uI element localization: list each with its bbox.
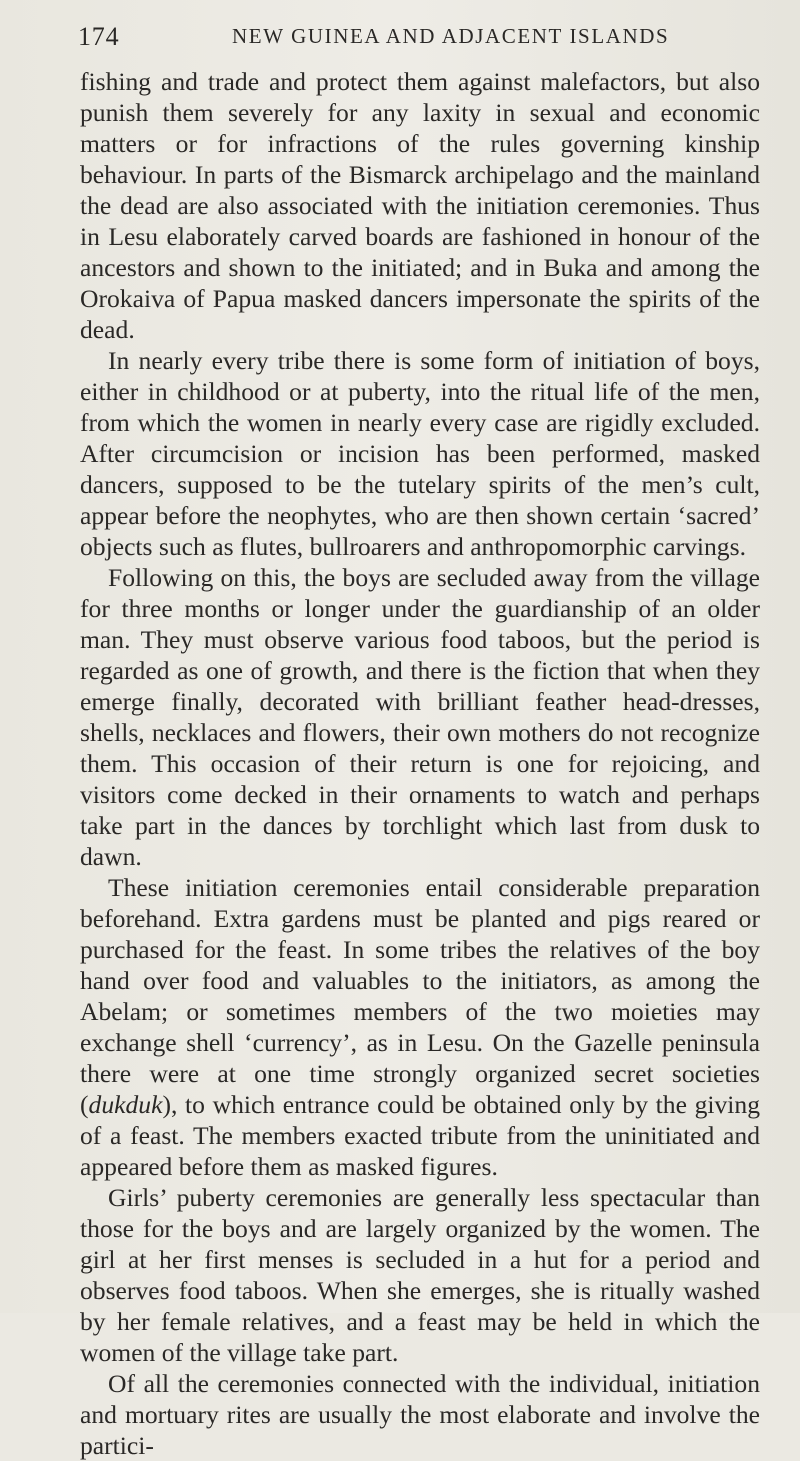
paragraph-4-italic-term: dukduk bbox=[88, 1090, 163, 1119]
paragraph-6: Of all the ceremonies connected with the individual, initiation and mortuary rites are usually the most elaborate and involve the partici- bbox=[80, 1369, 760, 1460]
paragraph-4-part-2: ), to which entrance could be obtained only by the giving of a feast. The members exacted tribute from the uninitiated and appeared before them as masked figures. bbox=[80, 1090, 760, 1181]
paragraph-4 bbox=[80, 872, 760, 1182]
running-head: NEW GUINEA AND ADJACENT ISLANDS bbox=[232, 24, 670, 48]
page-header bbox=[78, 22, 758, 62]
paragraph-4-part-1: These initiation ceremonies entail considerable preparation beforehand. Extra gardens must be planted and pigs reared or purchased for the feast. In some tribes the relatives of the boy hand over food and valuables to the initiators, as among the Abelam; or sometimes members of the two moieties may exchange shell ‘currency’, as in Lesu. On the Gazelle peninsula there were at one time strongly organized secret societies ( bbox=[80, 873, 760, 1119]
page-number: 174 bbox=[78, 22, 120, 51]
paragraph-1: fishing and trade and protect them against malefactors, but also punish them severely for any laxity in sexual and economic matters or for infractions of the rules governing kinship behaviour. In parts of the Bismarck archipelago and the mainland the dead are also associated with the initiation ceremonies. Thus in Lesu elaborately carved boards are fashioned in honour of the ancestors and shown to the initiated; and in Buka and among the Orokaiva of Papua masked dancers impersonate the spirits of the dead. bbox=[80, 67, 760, 344]
body-text bbox=[80, 66, 760, 1461]
paragraph-2: In nearly every tribe there is some form of initiation of boys, either in childhood or at puberty, into the ritual life of the men, from which the women in nearly every case are rigidly excluded. After circumcision or incision has been performed, masked dancers, supposed to be the tutelary spirits of the men’s cult, appear before the neophytes, who are then shown certain ‘sacred’ objects such as flutes, bullroarers and anthropomorphic carvings. bbox=[80, 346, 760, 561]
paragraph-5: Girls’ puberty ceremonies are generally less spectacular than those for the boys and are largely organized by the women. The girl at her first menses is secluded in a hut for a period and observes food taboos. When she emerges, she is ritually washed by her female relatives, and a feast may be held in which the women of the village take part. bbox=[80, 1183, 760, 1367]
paragraph-3: Following on this, the boys are secluded away from the village for three months or longer under the guardianship of an older man. They must observe various food taboos, but the period is regarded as one of growth, and there is the fiction that when they emerge finally, decorated with brilliant feather head-dresses, shells, necklaces and flowers, their own mothers do not recognize them. This occasion of their return is one for rejoicing, and visitors come decked in their ornaments to watch and perhaps take part in the dances by torchlight which last from dusk to dawn. bbox=[80, 563, 760, 871]
